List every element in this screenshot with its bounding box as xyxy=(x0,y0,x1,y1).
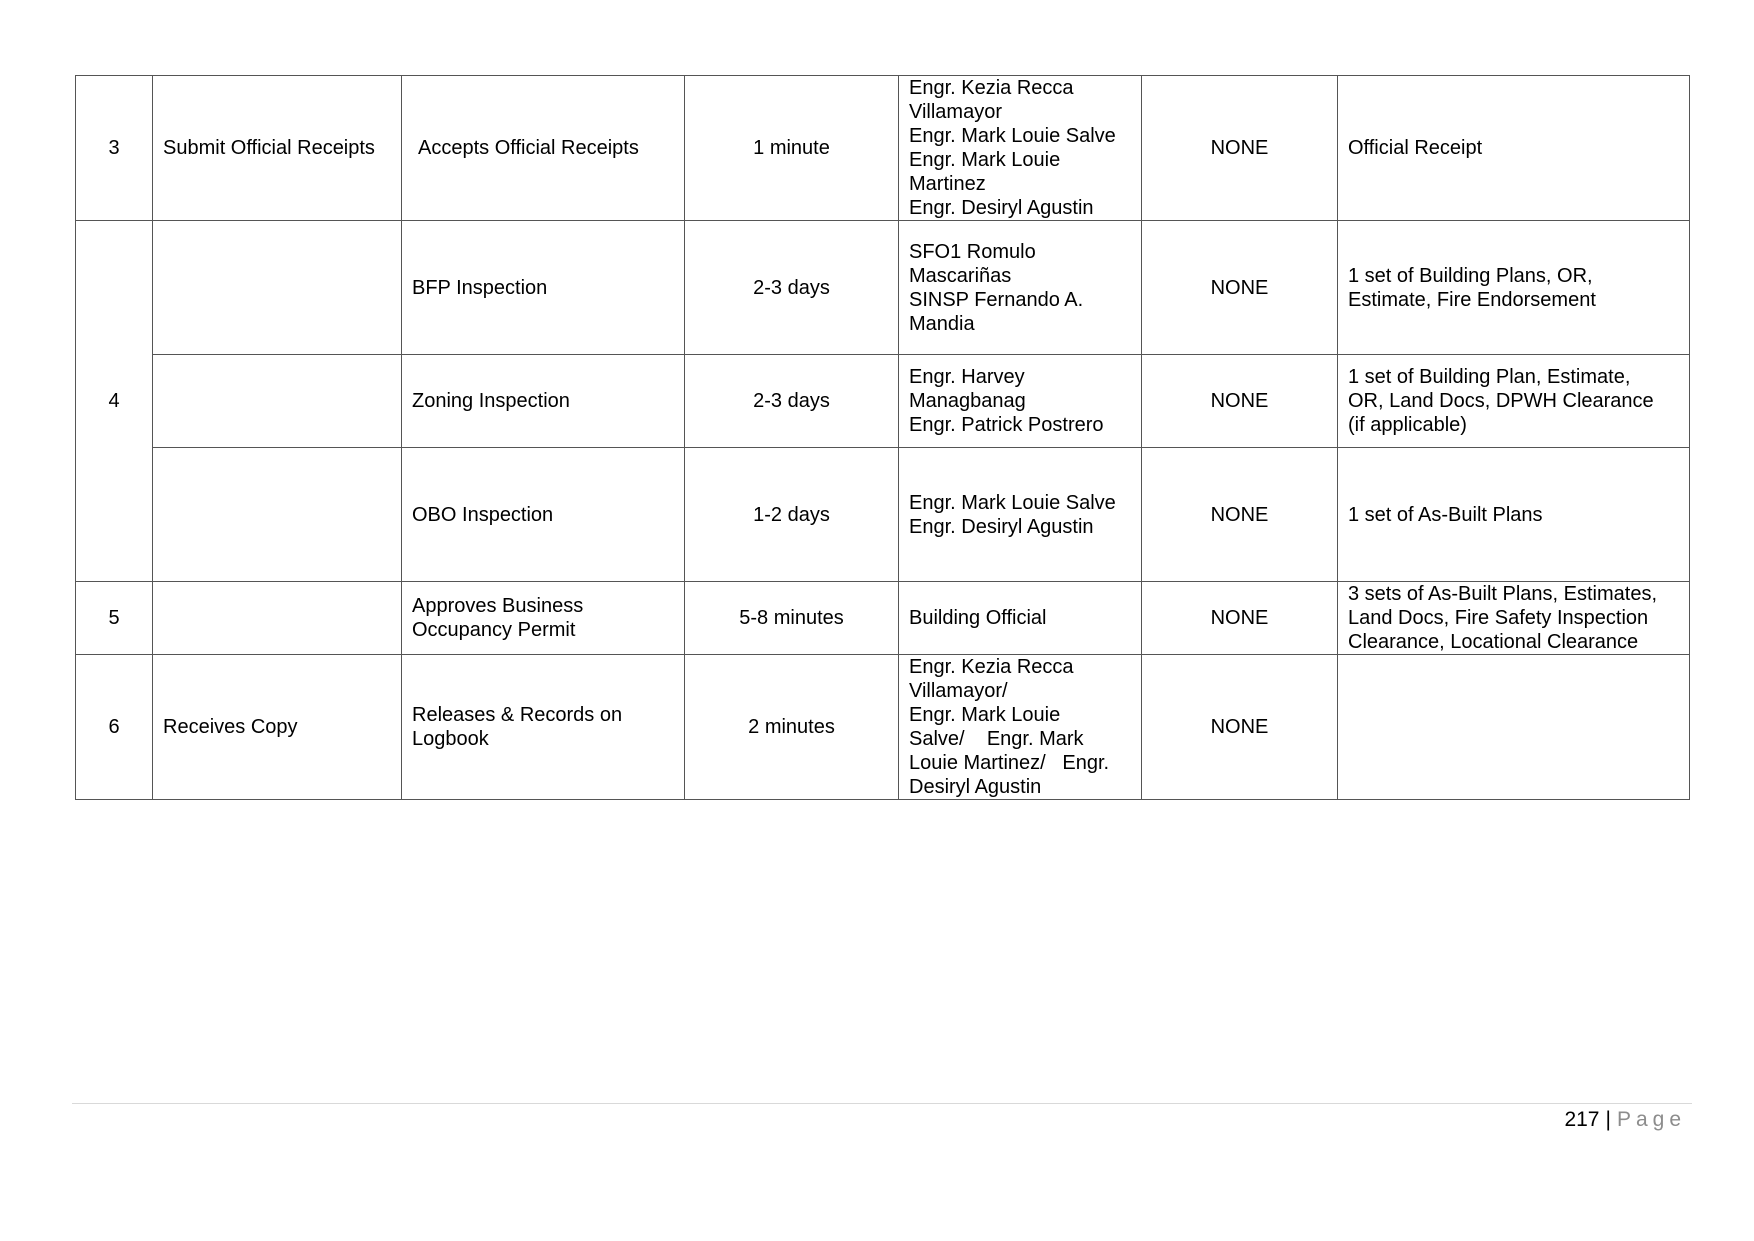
client-step-cell: Submit Official Receipts xyxy=(153,76,402,221)
footer-divider xyxy=(72,1103,1692,1104)
person-responsible-cell xyxy=(899,221,1142,355)
person-responsible-cell xyxy=(899,655,1142,800)
requirement-line: (if applicable) xyxy=(1348,414,1467,436)
person-line: Building Official xyxy=(909,607,1047,629)
page-footer xyxy=(1564,1106,1686,1134)
agency-action-line: Logbook xyxy=(412,728,489,750)
step-number-cell: 5 xyxy=(76,582,153,655)
table-row-step-6 xyxy=(76,655,1690,800)
fees-cell: NONE xyxy=(1142,76,1338,221)
fees-cell: NONE xyxy=(1142,221,1338,355)
table-row-step-4-zoning xyxy=(76,355,1690,448)
processing-time-cell: 2-3 days xyxy=(685,221,899,355)
person-line: SFO1 Romulo xyxy=(909,240,1036,263)
client-step-cell xyxy=(153,582,402,655)
person-line: Martinez xyxy=(909,173,986,195)
requirement-line: 1 set of Building Plan, Estimate, xyxy=(1348,366,1631,388)
requirements-cell xyxy=(1338,448,1690,582)
requirement-line: Land Docs, Fire Safety Inspection xyxy=(1348,607,1649,629)
agency-action-line: Releases & Records on xyxy=(412,704,623,726)
person-line: Engr. Mark Louie Salve xyxy=(909,125,1116,147)
requirement-line: Official Receipt xyxy=(1348,137,1483,159)
person-line: Engr. Desiryl Agustin xyxy=(909,197,1094,219)
fees-cell: NONE xyxy=(1142,448,1338,582)
person-responsible-cell xyxy=(899,76,1142,221)
requirements-cell xyxy=(1338,76,1690,221)
requirements-cell xyxy=(1338,655,1690,800)
requirements-cell xyxy=(1338,582,1690,655)
client-step-cell: Receives Copy xyxy=(153,655,402,800)
agency-action-cell xyxy=(402,582,685,655)
person-line: Engr. Desiryl Agustin xyxy=(909,515,1094,538)
processing-time-cell: 5-8 minutes xyxy=(685,582,899,655)
requirement-line: Clearance, Locational Clearance xyxy=(1348,631,1639,653)
person-line: Mandia xyxy=(909,312,975,335)
fees-cell: NONE xyxy=(1142,582,1338,655)
person-line: Mascariñas xyxy=(909,264,1012,287)
page-label: Page xyxy=(1616,1108,1686,1131)
processing-time-cell: 1-2 days xyxy=(685,448,899,582)
step-number-cell: 3 xyxy=(76,76,153,221)
page-separator: | xyxy=(1605,1108,1611,1131)
table-row-step-5 xyxy=(76,582,1690,655)
table-row-step-4-bfp xyxy=(76,221,1690,355)
step-number-cell: 6 xyxy=(76,655,153,800)
person-line: Salve/ Engr. Mark xyxy=(909,728,1084,750)
person-line: Louie Martinez/ Engr. xyxy=(909,752,1110,774)
processing-time-cell: 1 minute xyxy=(685,76,899,221)
page-number: 217 xyxy=(1564,1108,1600,1131)
fees-cell: NONE xyxy=(1142,655,1338,800)
agency-action-cell: BFP Inspection xyxy=(402,221,685,355)
step-number-cell: 4 xyxy=(76,221,153,582)
service-table xyxy=(75,75,1690,800)
requirements-cell xyxy=(1338,221,1690,355)
requirement-line: 3 sets of As-Built Plans, Estimates, xyxy=(1348,583,1658,605)
processing-time-cell: 2 minutes xyxy=(685,655,899,800)
table-row-step-4-obo xyxy=(76,448,1690,582)
requirement-line: 1 set of Building Plans, OR, xyxy=(1348,264,1593,287)
agency-action-cell xyxy=(402,655,685,800)
agency-action-line: Approves Business xyxy=(412,595,584,617)
person-line: Managbanag xyxy=(909,390,1026,412)
person-responsible-cell xyxy=(899,582,1142,655)
processing-time-cell: 2-3 days xyxy=(685,355,899,448)
requirements-cell xyxy=(1338,355,1690,448)
person-line: Villamayor/ xyxy=(909,680,1008,702)
requirement-line: 1 set of As-Built Plans xyxy=(1348,503,1543,526)
person-line: Engr. Kezia Recca xyxy=(909,656,1074,678)
table-row-step-3 xyxy=(76,76,1690,221)
person-line: Desiryl Agustin xyxy=(909,776,1042,798)
client-step-cell xyxy=(153,355,402,448)
client-step-cell xyxy=(153,221,402,355)
person-line: Engr. Patrick Postrero xyxy=(909,414,1104,436)
person-line: Engr. Mark Louie xyxy=(909,704,1061,726)
person-line: SINSP Fernando A. xyxy=(909,288,1084,311)
person-line: Engr. Harvey xyxy=(909,366,1025,388)
requirement-line: OR, Land Docs, DPWH Clearance xyxy=(1348,390,1654,412)
person-line: Engr. Kezia Recca xyxy=(909,77,1074,99)
agency-action-line: Occupancy Permit xyxy=(412,619,576,641)
person-responsible-cell xyxy=(899,355,1142,448)
person-line: Engr. Mark Louie xyxy=(909,149,1061,171)
person-responsible-cell xyxy=(899,448,1142,582)
agency-action-cell: OBO Inspection xyxy=(402,448,685,582)
agency-action-cell: Zoning Inspection xyxy=(402,355,685,448)
person-line: Engr. Mark Louie Salve xyxy=(909,491,1116,514)
requirement-line: Estimate, Fire Endorsement xyxy=(1348,288,1596,311)
agency-action-cell xyxy=(402,76,685,221)
agency-action-text: Accepts Official Receipts xyxy=(418,137,639,159)
fees-cell: NONE xyxy=(1142,355,1338,448)
person-line: Villamayor xyxy=(909,101,1002,123)
client-step-cell xyxy=(153,448,402,582)
